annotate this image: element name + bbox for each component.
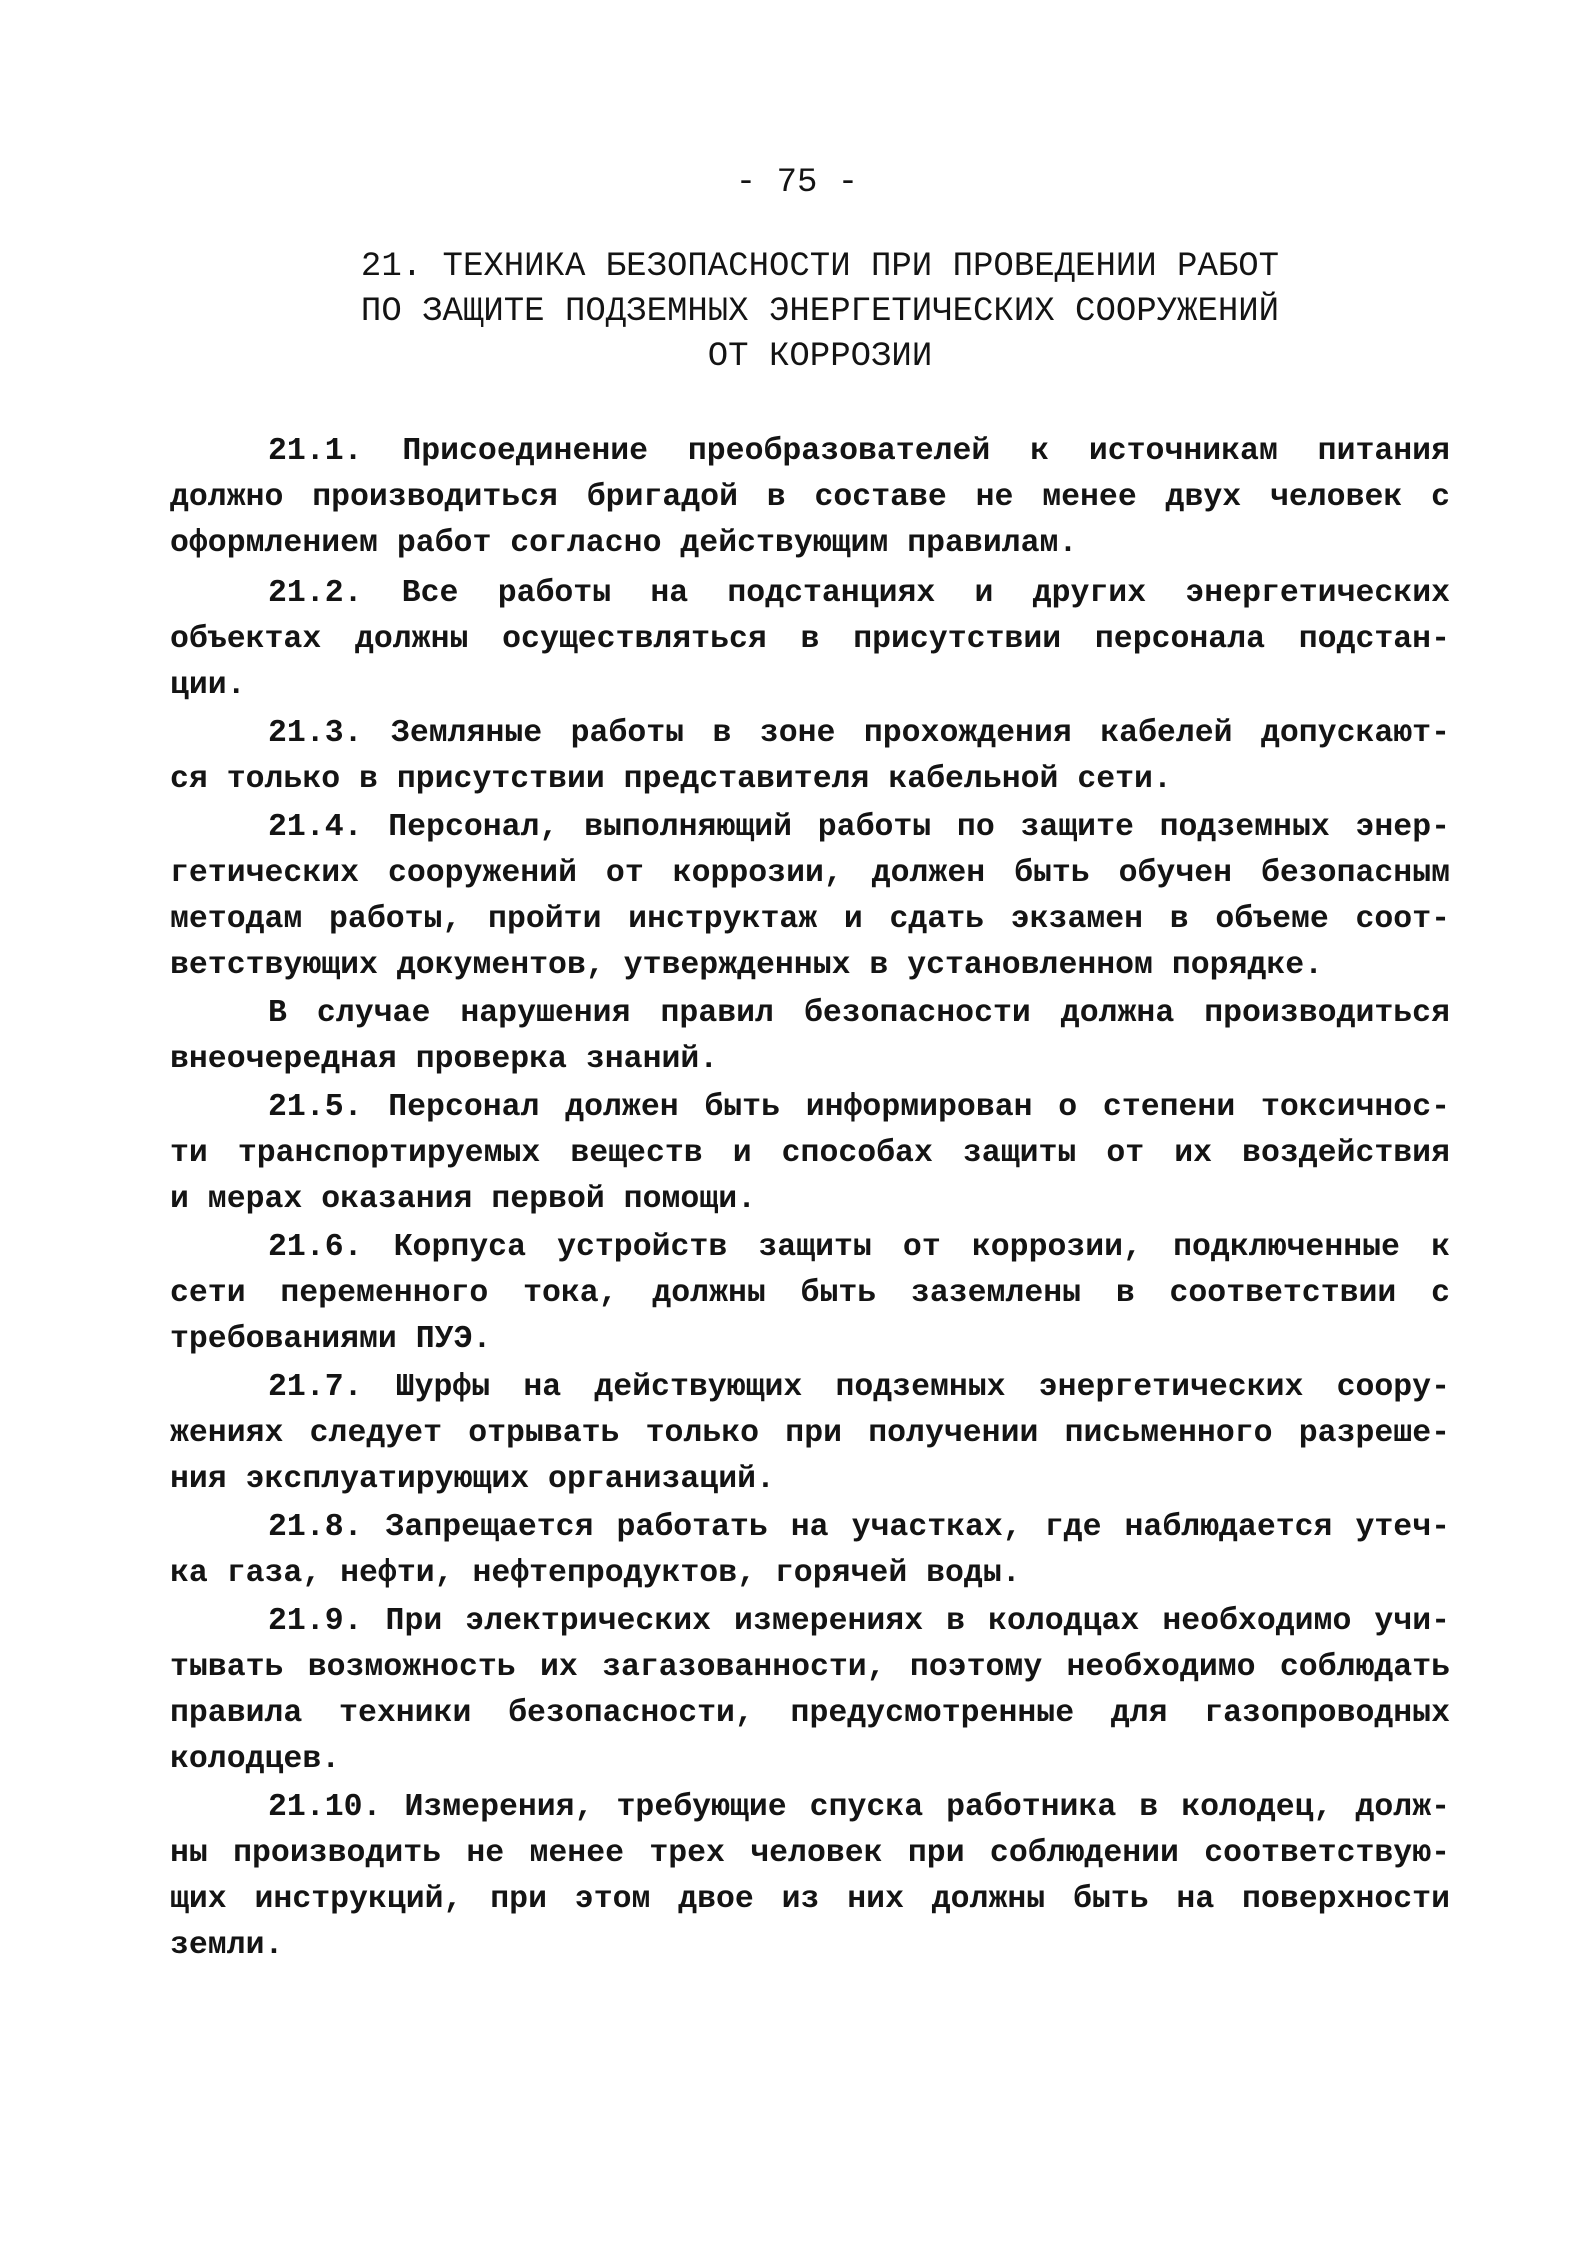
text-line: 21.8. Запрещается работать на участках, где наблюдается утеч- — [268, 1510, 1450, 1545]
text-line: ции. — [170, 668, 246, 703]
text-line: 21.3. Земляные работы в зоне прохождения кабелей допускают- — [268, 716, 1450, 751]
text-line: оформлением работ согласно действующим правилам. — [170, 526, 1078, 561]
text-line: 21.9. При электрических измерениях в колодцах необходимо учи- — [268, 1604, 1450, 1639]
text-line: ка газа, нефти, нефтепродуктов, горячей воды. — [170, 1556, 1021, 1591]
text-line: и мерах оказания первой помощи. — [170, 1182, 756, 1217]
text-line: объектах должны осуществляться в присутствии персонала подстан- — [170, 622, 1450, 657]
text-line: 21.7. Шурфы на действующих подземных энергетических соору- — [268, 1370, 1450, 1405]
text-line: гетических сооружений от коррозии, должен быть обучен безопасным — [170, 856, 1450, 891]
text-line: требованиями ПУЭ. — [170, 1322, 492, 1357]
text-line: ти транспортируемых веществ и способах защиты от их воздействия — [170, 1136, 1450, 1171]
text-line: внеочередная проверка знаний. — [170, 1042, 719, 1077]
text-line: методам работы, пройти инструктаж и сдать экзамен в объеме соот- — [170, 902, 1450, 937]
text-line: ветствующих документов, утвержденных в установленном порядке. — [170, 948, 1324, 983]
text-line: 21.5. Персонал должен быть информирован о степени токсичнос- — [268, 1090, 1450, 1125]
text-line: 21.1. Присоединение преобразователей к источникам питания — [268, 434, 1450, 469]
text-line: 21.2. Все работы на подстанциях и других энергетических — [268, 576, 1450, 611]
text-line: 21.4. Персонал, выполняющий работы по защите подземных энер- — [268, 810, 1450, 845]
text-line: щих инструкций, при этом двое из них должны быть на поверхности — [170, 1882, 1450, 1917]
text-line: тывать возможность их загазованности, поэтому необходимо соблюдать — [170, 1650, 1450, 1685]
section-heading-line-1: 21. ТЕХНИКА БЕЗОПАСНОСТИ ПРИ ПРОВЕДЕНИИ РАБОТ — [360, 248, 1280, 286]
text-line: сети переменного тока, должны быть заземлены в соответствии с — [170, 1276, 1450, 1311]
section-heading-line-3: ОТ КОРРОЗИИ — [707, 338, 933, 376]
text-line: жениях следует отрывать только при получении письменного разреше- — [170, 1416, 1450, 1451]
text-line: 21.6. Корпуса устройств защиты от коррозии, подключенные к — [268, 1230, 1450, 1265]
text-line: земли. — [170, 1928, 284, 1963]
text-line: ны производить не менее трех человек при соблюдении соответствую- — [170, 1836, 1450, 1871]
text-line: В случае нарушения правил безопасности должна производиться — [268, 996, 1450, 1031]
text-line: колодцев. — [170, 1742, 341, 1777]
text-line: должно производиться бригадой в составе не менее двух человек с — [170, 480, 1450, 515]
text-line: ся только в присутствии представителя кабельной сети. — [170, 762, 1172, 797]
section-heading-line-2: ПО ЗАЩИТЕ ПОДЗЕМНЫХ ЭНЕРГЕТИЧЕСКИХ СООРУЖЕНИЙ — [360, 293, 1280, 331]
text-line: правила техники безопасности, предусмотренные для газопроводных — [170, 1696, 1450, 1731]
text-line: ния эксплуатирующих организаций. — [170, 1462, 775, 1497]
text-line: 21.10. Измерения, требующие спуска работника в колодец, долж- — [268, 1790, 1450, 1825]
page-number: - 75 - — [735, 164, 859, 202]
